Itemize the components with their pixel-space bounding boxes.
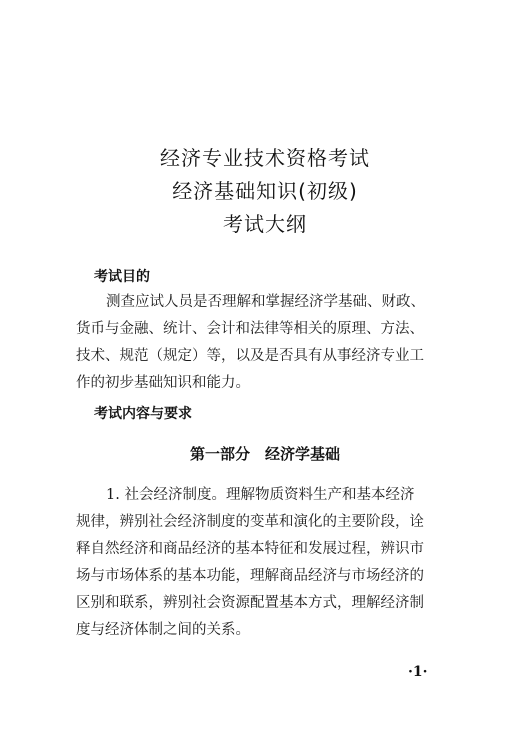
purpose-paragraph <box>76 289 460 397</box>
item-1-paragraph <box>76 482 460 644</box>
paragraph-line: 区别和联系，辨别社会资源配置基本方式，理解经济制 <box>76 595 424 611</box>
title-line-1: 经济专业技术资格考试 <box>160 146 370 170</box>
paragraph-line: 度与经济体制之间的关系。 <box>76 622 250 638</box>
paragraph-line: 技术、规范（规定）等，以及是否具有从事经济专业工 <box>76 348 424 364</box>
paragraph-line: 释自然经济和商品经济的基本特征和发展过程，辨识市 <box>76 541 424 557</box>
paragraph-line: 场与市场体系的基本功能，理解商品经济与市场经济的 <box>76 568 424 584</box>
title-line-2: 经济基础知识(初级) <box>172 179 358 203</box>
section-heading-content: 考试内容与要求 <box>94 406 192 422</box>
paragraph-line: 规律，辨别社会经济制度的变革和演化的主要阶段，诠 <box>76 514 424 530</box>
paragraph-line: 货币与金融、统计、会计和法律等相关的原理、方法、 <box>76 321 424 337</box>
document-title <box>0 142 530 241</box>
paragraph-line: 测查应试人员是否理解和掌握经济学基础、财政、 <box>106 294 425 310</box>
page-number: ·1· <box>408 664 428 680</box>
paragraph-line: 作的初步基础知识和能力。 <box>76 375 250 391</box>
title-line-3: 考试大纲 <box>223 212 307 236</box>
section-heading-purpose: 考试目的 <box>94 269 150 285</box>
paragraph-line: 1. 社会经济制度。理解物质资料生产和基本经济 <box>106 487 415 503</box>
part-one-heading: 第一部分 经济学基础 <box>189 445 340 463</box>
